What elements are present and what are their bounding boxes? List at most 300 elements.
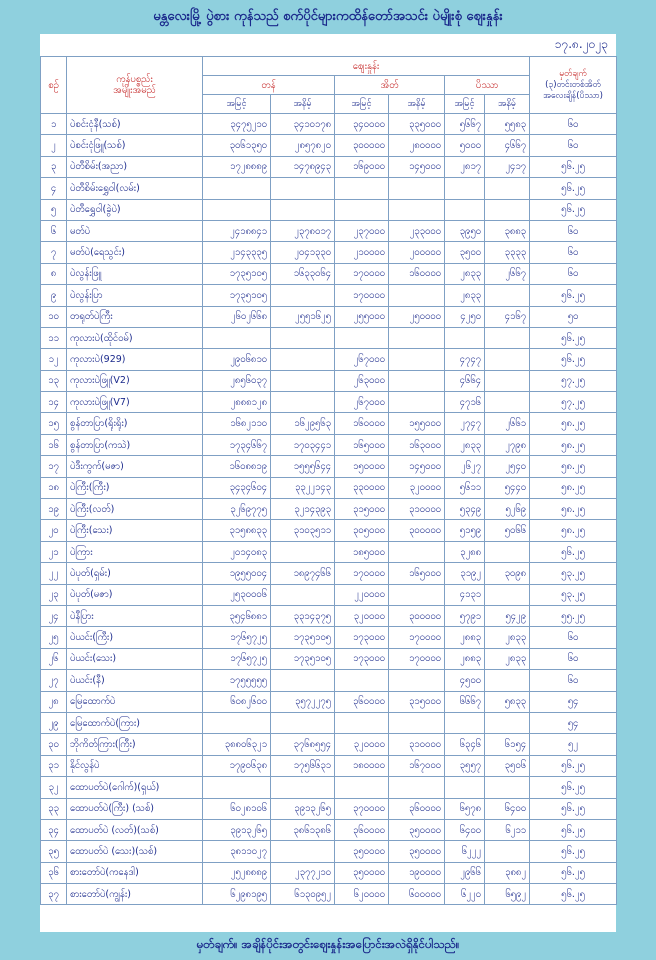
bag-low-cell: ၃၅၀၀၀၀ [389, 819, 445, 840]
bag-low-cell [389, 199, 445, 220]
bag-low-cell: ၃၀၀၀၀၀ [389, 605, 445, 626]
bag-high-cell: ၃၁၅၀၀၀ [335, 499, 389, 520]
row-number-cell: ၉ [41, 285, 67, 306]
ton-high-cell: ၃၈၈၀၆၃၂၁ [203, 734, 271, 755]
bag-high-cell: ၃၃၀၀၀၀ [335, 477, 389, 498]
viss-low-cell: ၂၇၉၈ [485, 434, 530, 455]
viss-high-cell: ၃၁၉၂ [445, 563, 485, 584]
bag-high-cell: ၃၂၀၀၀၀ [335, 605, 389, 626]
viss-high-cell: ၃၉၅၀ [445, 220, 485, 241]
remark-cell: ၅၆.၂၅ [530, 178, 617, 199]
ton-high-cell: ၁၇၆၅၇၂၅ [203, 627, 271, 648]
table-row [41, 413, 617, 434]
item-name-cell: မြေထောက်ပဲ [67, 691, 203, 712]
row-number-cell: ၃၇ [41, 884, 67, 905]
bag-high-cell: ၁၆၅၀၀၀ [335, 434, 389, 455]
ton-high-cell: ၂၆၀၂၆၆၈ [203, 306, 271, 327]
row-number-cell: ၄ [41, 178, 67, 199]
viss-low-cell [485, 670, 530, 691]
row-number-cell: ၃၄ [41, 819, 67, 840]
bag-low-cell [389, 285, 445, 306]
bag-high-cell: ၁၆၉၀၀၀ [335, 156, 389, 177]
row-number-cell: ၂၇ [41, 670, 67, 691]
viss-low-cell: ၂၈၃၃ [485, 627, 530, 648]
ton-low-cell: ၃၉၁၃၂၆၅ [271, 798, 335, 819]
remark-cell: ၅၆.၂၅ [530, 349, 617, 370]
viss-low-cell [485, 841, 530, 862]
viss-high-cell: ၅၆၆၇ [445, 114, 485, 135]
viss-low-cell [485, 349, 530, 370]
viss-high-cell: ၂၆၂၇ [445, 456, 485, 477]
bag-low-cell: ၁၅၅၀၀၀ [389, 413, 445, 434]
table-row [41, 841, 617, 862]
bag-low-cell: ၃၁၀၀၀၀ [389, 734, 445, 755]
bag-high-cell: ၁၅၀၀၀၀ [335, 456, 389, 477]
ton-high-cell: ၃၈၁၁၀၂၇ [203, 841, 271, 862]
viss-high-cell: ၆၆၆၇ [445, 691, 485, 712]
remark-cell: ၆၀ [530, 648, 617, 669]
viss-high-cell: ၂၇၄၇ [445, 413, 485, 434]
row-number-cell: ၂၉ [41, 712, 67, 733]
bag-low-cell [389, 541, 445, 562]
bag-low-cell: ၂၃၃၀၀၀ [389, 220, 445, 241]
item-name-cell: ပဲကြား [67, 541, 203, 562]
header-viss: ပိဿာ [445, 76, 530, 95]
remark-cell: ၅၄ [530, 712, 617, 733]
ton-low-cell [271, 392, 335, 413]
table-row [41, 327, 617, 348]
row-number-cell: ၁၀ [41, 306, 67, 327]
viss-low-cell [485, 712, 530, 733]
ton-low-cell: ၁၆၂၉၅၆၃ [271, 413, 335, 434]
table-row [41, 798, 617, 819]
ton-high-cell [203, 712, 271, 733]
viss-low-cell: ၅၄၄၀ [485, 477, 530, 498]
header-bag-high: အမြင့် [335, 95, 389, 114]
table-row [41, 777, 617, 798]
row-number-cell: ၈ [41, 263, 67, 284]
item-name-cell: ပဲဒီးကွက်(မဇာ) [67, 456, 203, 477]
viss-low-cell [485, 584, 530, 605]
remark-cell: ၅၄ [530, 691, 617, 712]
bag-high-cell [335, 199, 389, 220]
table-row [41, 755, 617, 776]
ton-low-cell [271, 349, 335, 370]
row-number-cell: ၁၈ [41, 477, 67, 498]
viss-high-cell: ၅၀၀၀ [445, 135, 485, 156]
viss-high-cell: ၂၈၁၇ [445, 156, 485, 177]
ton-high-cell: ၁၉၅၅၀၀၄ [203, 563, 271, 584]
viss-high-cell: ၆၄၀၀ [445, 819, 485, 840]
viss-low-cell [485, 541, 530, 562]
table-row [41, 242, 617, 263]
bag-high-cell: ၁၈၅၀၀၀ [335, 541, 389, 562]
bag-high-cell: ၃၅၀၀၀၀ [335, 862, 389, 883]
bag-low-cell: ၃၁၀၀၀၀ [389, 499, 445, 520]
bag-low-cell: ၂၀၀၀၀၀ [389, 242, 445, 263]
ton-low-cell [271, 370, 335, 391]
viss-low-cell: ၅၀၆၆ [485, 520, 530, 541]
viss-high-cell: ၄၂၅၀ [445, 306, 485, 327]
bag-low-cell: ၃၁၅၀၀၀ [389, 691, 445, 712]
item-name-cell: ပဲတီရွှေဝါ(ခွဲပဲ) [67, 199, 203, 220]
viss-high-cell [445, 199, 485, 220]
table-row [41, 734, 617, 755]
remark-cell: ၅၆.၂၅ [530, 285, 617, 306]
viss-low-cell: ၃၈၈၂ [485, 862, 530, 883]
ton-high-cell: ၂၈၈၈၁၂၈ [203, 392, 271, 413]
ton-high-cell: ၂၅၃၀၀၀၆ [203, 584, 271, 605]
item-name-cell: ကုလားပဲ(929) [67, 349, 203, 370]
item-name-cell: ကုလားပဲ(ထိုင်ဝမ်) [67, 327, 203, 348]
ton-low-cell: ၁၄၇၈၉၄၃ [271, 156, 335, 177]
ton-low-cell: ၆၁၃၀၉၅၂ [271, 884, 335, 905]
bag-low-cell: ၁၄၅၀၀၀ [389, 156, 445, 177]
ton-low-cell [271, 327, 335, 348]
ton-high-cell: ၁၇၆၅၇၂၅ [203, 648, 271, 669]
row-number-cell: ၆ [41, 220, 67, 241]
ton-high-cell: ၁၇၂၈၈၈၉ [203, 156, 271, 177]
viss-low-cell: ၄၆၆၇ [485, 135, 530, 156]
ton-low-cell: ၁၇၃၅၁၀၅ [271, 648, 335, 669]
row-number-cell: ၃၁ [41, 755, 67, 776]
bag-high-cell: ၂၆၇၀၀၀ [335, 392, 389, 413]
table-row [41, 156, 617, 177]
viss-low-cell: ၅၅၈၃ [485, 114, 530, 135]
header-item [67, 57, 203, 114]
bag-low-cell: ၂၈၀၀၀၀ [389, 135, 445, 156]
ton-low-cell: ၂၅၅၁၆၂၅ [271, 306, 335, 327]
item-name-cell: စွန်တာပြာ(ရိုးရိုး) [67, 413, 203, 434]
item-name-cell: ပဲစင်းငုံဖြူ(သစ်) [67, 135, 203, 156]
viss-low-cell: ၆၂၁၁ [485, 819, 530, 840]
viss-high-cell: ၆၃၄၆ [445, 734, 485, 755]
row-number-cell: ၃၂ [41, 777, 67, 798]
remark-cell: ၅၈.၂၅ [530, 520, 617, 541]
ton-high-cell [203, 777, 271, 798]
bag-low-cell: ၃၆၀၀၀၀ [389, 798, 445, 819]
ton-low-cell: ၃၁၀၃၅၁၁ [271, 520, 335, 541]
table-body [41, 114, 617, 905]
row-number-cell: ၁၂ [41, 349, 67, 370]
row-number-cell: ၃ [41, 156, 67, 177]
table-row [41, 456, 617, 477]
bag-high-cell [335, 777, 389, 798]
table-row [41, 392, 617, 413]
bag-low-cell: ၃၂၀၀၀၀ [389, 477, 445, 498]
viss-low-cell: ၃၀၉၈ [485, 563, 530, 584]
viss-high-cell: ၆၂၂၂ [445, 841, 485, 862]
viss-high-cell: ၅၁၅၉ [445, 520, 485, 541]
bag-high-cell: ၁၇၃၀၀၀ [335, 627, 389, 648]
bag-high-cell: ၃၀၅၀၀၀ [335, 520, 389, 541]
ton-high-cell: ၃၀၆၁၃၅၀ [203, 135, 271, 156]
item-name-cell: စားတော်ပဲ(ကျွန်း) [67, 884, 203, 905]
item-name-cell: ပဲကြီး(သေး) [67, 520, 203, 541]
remark-cell: ၅၆.၂၅ [530, 819, 617, 840]
viss-high-cell [445, 712, 485, 733]
remark-cell: ၅၈.၂၅ [530, 477, 617, 498]
table-row [41, 477, 617, 498]
remark-cell: ၅၆.၂၅ [530, 884, 617, 905]
row-number-cell: ၁၉ [41, 499, 67, 520]
bag-high-cell: ၁၇၀၀၀၀ [335, 563, 389, 584]
viss-high-cell: ၄၇၄၇ [445, 349, 485, 370]
remark-cell: ၅၆.၂၅ [530, 327, 617, 348]
row-number-cell: ၂၀ [41, 520, 67, 541]
header-ton-high: အမြင့် [203, 95, 271, 114]
item-name-cell: မတ်ပဲ(ရေသွင်း) [67, 242, 203, 263]
viss-high-cell: ၃၅၅၇ [445, 755, 485, 776]
ton-low-cell: ၁၇၅၆၆၃၁ [271, 755, 335, 776]
item-name-cell: ကုလားပဲဖြူ(V7) [67, 392, 203, 413]
ton-low-cell [271, 670, 335, 691]
viss-high-cell: ၂၉၆၆ [445, 862, 485, 883]
ton-low-cell: ၃၃၂၂၁၄၃ [271, 477, 335, 498]
remark-cell: ၆၀ [530, 242, 617, 263]
bag-low-cell [389, 670, 445, 691]
item-name-cell: ထောပတ်ပဲ(ဂေါက်)(ရှယ်) [67, 777, 203, 798]
remark-cell: ၅၆.၂၅ [530, 541, 617, 562]
viss-low-cell [485, 285, 530, 306]
bag-low-cell [389, 349, 445, 370]
viss-low-cell [485, 327, 530, 348]
table-row [41, 712, 617, 733]
item-name-cell: ထောပတ်ပဲ (လတ်)(သစ်) [67, 819, 203, 840]
viss-low-cell: ၆၄၀၀ [485, 798, 530, 819]
table-row [41, 349, 617, 370]
report-date: ၁၇.၈.၂၀၂၃ [554, 37, 608, 51]
header-remark-line1: မှတ်ချက် [559, 68, 587, 79]
header-remark-line3: အလေးချိန်(ပိဿာ) [543, 90, 603, 101]
ton-high-cell: ၃၄၇၅၂၁၀ [203, 114, 271, 135]
item-name-cell: ကုလားပဲဖြူ(V2) [67, 370, 203, 391]
item-name-cell: ပဲကြီး(ကြီး) [67, 477, 203, 498]
remark-cell: ၆၀ [530, 135, 617, 156]
table-row [41, 605, 617, 626]
bag-high-cell: ၃၅၀၀၀၀ [335, 841, 389, 862]
viss-high-cell: ၄၁၃၁ [445, 584, 485, 605]
item-name-cell: ပဲကြီး(လတ်) [67, 499, 203, 520]
ton-low-cell [271, 178, 335, 199]
viss-low-cell [485, 370, 530, 391]
bag-high-cell: ၃၂၀၀၀၀ [335, 734, 389, 755]
bag-high-cell: ၁၆၀၀၀၀ [335, 413, 389, 434]
row-number-cell: ၁၄ [41, 392, 67, 413]
bag-high-cell: ၃၆၀၀၀၀ [335, 691, 389, 712]
ton-high-cell: ၃၅၄၆၈၈၁ [203, 605, 271, 626]
viss-low-cell: ၄၁၆၇ [485, 306, 530, 327]
ton-low-cell: ၂၃၇၈၀၁၇ [271, 220, 335, 241]
bag-high-cell: ၂၂၀၀၀၀ [335, 584, 389, 605]
ton-low-cell: ၃၇၆၈၅၅၄ [271, 734, 335, 755]
bag-low-cell [389, 178, 445, 199]
bag-low-cell [389, 392, 445, 413]
viss-high-cell: ၆၅၇၈ [445, 798, 485, 819]
row-number-cell: ၃၆ [41, 862, 67, 883]
ton-high-cell: ၁၆၀၈၈၁၉ [203, 456, 271, 477]
header-item-line1: ကုန်ပစ္စည်း [116, 74, 153, 85]
ton-high-cell: ၃၉၁၃၂၆၅ [203, 819, 271, 840]
item-name-cell: မြေထောက်ပဲ(ကြား) [67, 712, 203, 733]
row-number-cell: ၂၅ [41, 627, 67, 648]
viss-high-cell: ၄၆၆၄ [445, 370, 485, 391]
table-row [41, 434, 617, 455]
header-item-line2: အမျိုးအမည် [113, 85, 156, 96]
remark-cell: ၅၆.၂၅ [530, 798, 617, 819]
remark-cell: ၅၆.၂၅ [530, 862, 617, 883]
ton-low-cell: ၁၇၃၅၁၀၅ [271, 627, 335, 648]
ton-low-cell: ၂၈၅၇၈၂၀ [271, 135, 335, 156]
table-row [41, 306, 617, 327]
bag-high-cell: ၂၆၇၀၀၀ [335, 349, 389, 370]
bag-high-cell: ၆၂၀၀၀၀ [335, 884, 389, 905]
table-row [41, 627, 617, 648]
bag-low-cell: ၁၉၀၀၀၀ [389, 862, 445, 883]
item-name-cell: ပဲလွန်းဖြူ [67, 263, 203, 284]
ton-high-cell: ၁၇၉၀၆၃၈ [203, 755, 271, 776]
viss-high-cell [445, 178, 485, 199]
row-number-cell: ၂၆ [41, 648, 67, 669]
viss-high-cell: ၅၇၉၁ [445, 605, 485, 626]
header-no: စဉ် [41, 57, 67, 114]
header-viss-low: အနိမ့် [485, 95, 530, 114]
viss-low-cell: ၃၃၃၃ [485, 242, 530, 263]
bag-low-cell [389, 712, 445, 733]
bag-low-cell: ၁၆၀၀၀၀ [389, 263, 445, 284]
ton-high-cell: ၃၂၆၉၇၇၅ [203, 499, 271, 520]
bag-low-cell: ၃၀၀၀၀၀ [389, 520, 445, 541]
viss-low-cell: ၅၄၂၉ [485, 605, 530, 626]
ton-low-cell [271, 584, 335, 605]
table-row [41, 670, 617, 691]
bag-low-cell: ၁၆၅၀၀၀ [389, 563, 445, 584]
remark-cell: ၅၈.၂၅ [530, 456, 617, 477]
table-row [41, 520, 617, 541]
bag-high-cell: ၂၆၃၀၀၀ [335, 370, 389, 391]
remark-cell: ၆၀ [530, 670, 617, 691]
header-remark [530, 57, 617, 114]
bag-low-cell: ၁၆၃၀၀၀ [389, 434, 445, 455]
ton-low-cell: ၂၃၇၇၂၁၀ [271, 862, 335, 883]
table-row [41, 135, 617, 156]
item-name-cell: နိုင်လွန်ပဲ [67, 755, 203, 776]
remark-cell: ၅၈.၂၅ [530, 499, 617, 520]
item-name-cell: ပဲနီပြား [67, 605, 203, 626]
row-number-cell: ၂၄ [41, 605, 67, 626]
remark-cell: ၆၀ [530, 114, 617, 135]
bag-low-cell: ၁၇၀၀၀၀ [389, 648, 445, 669]
remark-cell: ၆၀ [530, 627, 617, 648]
price-table [40, 56, 617, 905]
table-row [41, 178, 617, 199]
viss-low-cell: ၆၁၅၄ [485, 734, 530, 755]
viss-low-cell: ၃၈၈၃ [485, 220, 530, 241]
footer-note: မှတ်ချက်။ အချိန်ပိုင်းအတွင်းဈေးနှုန်းအပြောင်းအလဲရှိနိုင်ပါသည်။ [196, 937, 460, 951]
row-number-cell: ၁၅ [41, 413, 67, 434]
viss-low-cell: ၅၂၆၉ [485, 499, 530, 520]
ton-high-cell: ၂၈၅၆၀၃၇ [203, 370, 271, 391]
ton-high-cell: ၂၅၂၈၈၈၉ [203, 862, 271, 883]
remark-cell: ၅၈.၂၅ [530, 434, 617, 455]
viss-high-cell: ၂၈၈၃ [445, 648, 485, 669]
bag-high-cell: ၃၇၀၀၀၀ [335, 798, 389, 819]
viss-high-cell [445, 327, 485, 348]
bag-high-cell: ၃၀၀၀၀၀ [335, 135, 389, 156]
row-number-cell: ၂၁ [41, 541, 67, 562]
table-row [41, 220, 617, 241]
remark-cell: ၅၈.၂၅ [530, 413, 617, 434]
ton-low-cell [271, 285, 335, 306]
item-name-cell: တရုတ်ပဲကြီး [67, 306, 203, 327]
row-number-cell: ၁၃ [41, 370, 67, 391]
item-name-cell: ပဲတီစိမ်း(အညာ) [67, 156, 203, 177]
viss-high-cell: ၂၈၃၃ [445, 285, 485, 306]
table-row [41, 199, 617, 220]
viss-low-cell: ၂၅၄၀ [485, 456, 530, 477]
remark-cell: ၅၆.၂၅ [530, 156, 617, 177]
row-number-cell: ၂၂ [41, 563, 67, 584]
item-name-cell: ပဲယင်း(ကြီး) [67, 627, 203, 648]
bag-high-cell: ၁၇၀၀၀၀ [335, 263, 389, 284]
viss-low-cell: ၅၈၃၃ [485, 691, 530, 712]
item-name-cell: ထောပတ်ပဲ(ကြီး) (သစ်) [67, 798, 203, 819]
remark-cell: ၅၇.၂၅ [530, 392, 617, 413]
viss-high-cell: ၂၈၈၃ [445, 627, 485, 648]
row-number-cell: ၁၁ [41, 327, 67, 348]
ton-high-cell: ၁၇၃၅၁၀၅ [203, 263, 271, 284]
remark-cell: ၅၀ [530, 306, 617, 327]
viss-low-cell: ၂၆၆၁ [485, 413, 530, 434]
remark-cell: ၅၂ [530, 734, 617, 755]
header-bag-low: အနိမ့် [389, 95, 445, 114]
ton-high-cell: ၂၁၄၃၃၃၅ [203, 242, 271, 263]
header-viss-high: အမြင့် [445, 95, 485, 114]
table-row [41, 819, 617, 840]
row-number-cell: ၂၃ [41, 584, 67, 605]
ton-high-cell: ၁၇၅၅၅၅၅ [203, 670, 271, 691]
bag-low-cell: ၁၄၅၀၀၀ [389, 456, 445, 477]
viss-low-cell: ၂၈၃၃ [485, 648, 530, 669]
ton-low-cell [271, 199, 335, 220]
bag-low-cell [389, 777, 445, 798]
row-number-cell: ၃၅ [41, 841, 67, 862]
bag-high-cell: ၂၅၅၀၀၀ [335, 306, 389, 327]
ton-low-cell: ၁၆၃၃၀၆၄ [271, 263, 335, 284]
ton-low-cell [271, 712, 335, 733]
viss-high-cell: ၅၃၄၉ [445, 499, 485, 520]
row-number-cell: ၇ [41, 242, 67, 263]
ton-low-cell: ၁၅၅၅၆၄၄ [271, 456, 335, 477]
viss-low-cell: ၆၅၉၂ [485, 884, 530, 905]
bag-low-cell [389, 584, 445, 605]
viss-low-cell: ၂၆၆၇ [485, 263, 530, 284]
bag-high-cell [335, 712, 389, 733]
remark-cell: ၅၃.၂၅ [530, 563, 617, 584]
header-price: ဈေးနှုန်း [203, 57, 530, 76]
ton-high-cell: ၆၀၈၂၆၀၀ [203, 691, 271, 712]
viss-high-cell: ၄၅၀၀ [445, 670, 485, 691]
header-bag: အိတ် [335, 76, 445, 95]
bag-high-cell: ၁၈၀၀၀၀ [335, 755, 389, 776]
bag-low-cell [389, 327, 445, 348]
viss-high-cell: ၄၇၁၆ [445, 392, 485, 413]
ton-high-cell: ၁၇၃၅၁၀၅ [203, 285, 271, 306]
ton-high-cell: ၂၀၁၄၀၈၃ [203, 541, 271, 562]
table-row [41, 648, 617, 669]
ton-high-cell: ၃၄၃၄၆၀၄ [203, 477, 271, 498]
row-number-cell: ၁၆ [41, 434, 67, 455]
